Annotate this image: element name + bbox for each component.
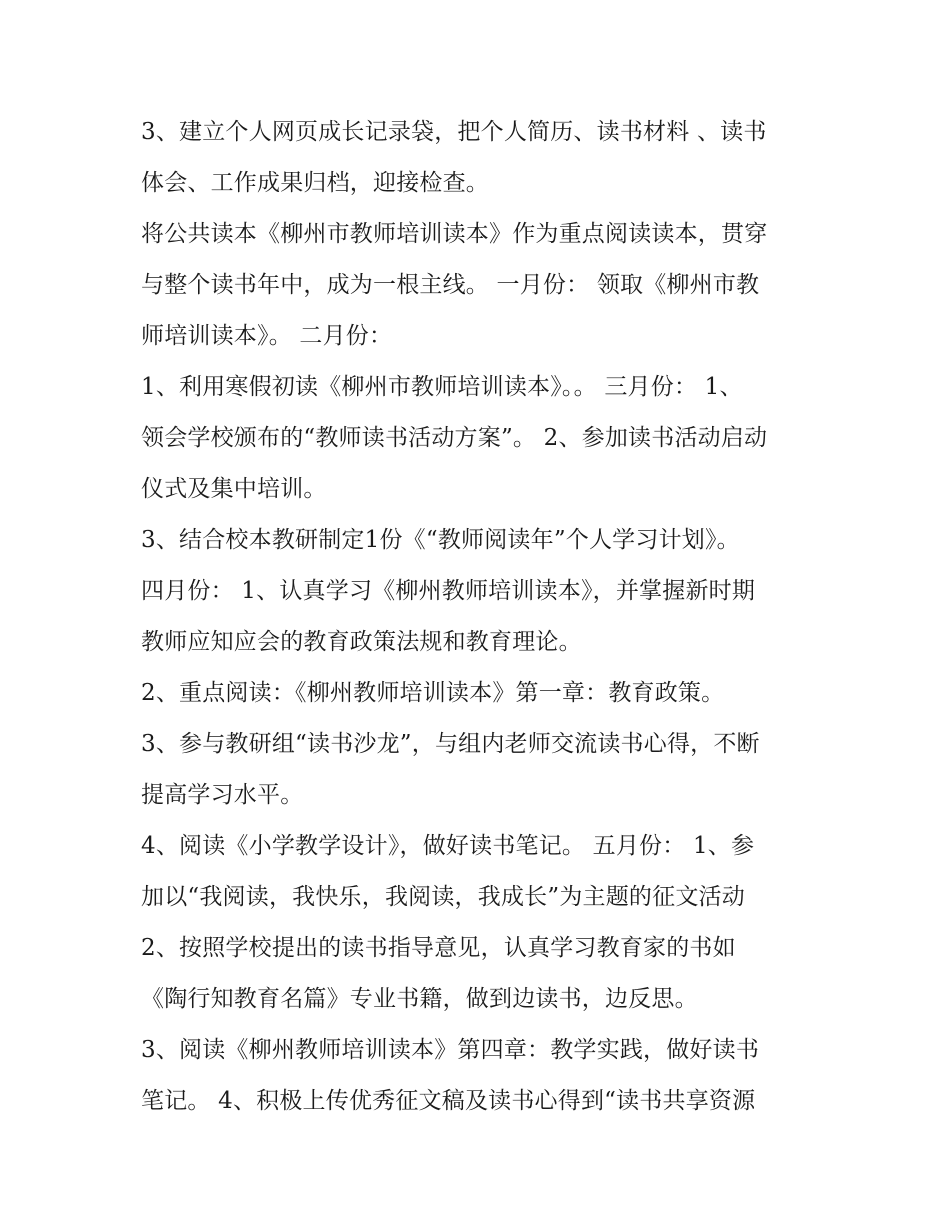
document-body xyxy=(141,107,821,1127)
text-line: 体会、工作成果归档，迎接检查。 xyxy=(141,170,489,196)
text-line: 将公共读本《柳州市教师培训读本》作为重点阅读读本，贯穿 xyxy=(141,221,768,247)
text-line: 1、利用寒假初读《柳州市教师培训读本》。。 三月份： 1、 xyxy=(141,374,743,400)
text-line: 3、结合校本教研制定1份《“教师阅读年”个人学习计划》。 xyxy=(141,527,740,553)
text-line: 笔记。 4、积极上传优秀征文稿及读书心得到“读书共享资源 xyxy=(141,1088,756,1114)
text-line: 3、阅读《柳州教师培训读本》第四章：教学实践，做好读书 xyxy=(141,1037,760,1063)
text-line: 2、按照学校提出的读书指导意见，认真学习教育家的书如 xyxy=(141,935,736,961)
text-line: 四月份： 1、认真学习《柳州教师培训读本》，并掌握新时期 xyxy=(141,578,756,604)
text-line: 加以“我阅读，我快乐，我阅读，我成长”为主题的征文活动 xyxy=(141,884,745,910)
text-line: 《陶行知教育名篇》专业书籍，做到边读书，边反思。 xyxy=(141,986,698,1012)
text-line: 仪式及集中培训。 xyxy=(141,476,327,502)
text-line: 提高学习水平。 xyxy=(141,782,304,808)
text-line: 与整个读书年中，成为一根主线。 一月份： 领取《柳州市教 xyxy=(141,272,760,298)
text-line: 师培训读本》。 二月份： xyxy=(141,323,393,349)
text-line: 4、阅读《小学教学设计》，做好读书笔记。 五月份： 1、参 xyxy=(141,833,755,859)
text-line: 3、建立个人网页成长记录袋，把个人简历、读书材料 、读书 xyxy=(141,119,767,145)
text-line: 教师应知应会的教育政策法规和教育理论。 xyxy=(141,629,582,655)
text-line: 领会学校颁布的“教师读书活动方案”。 2、参加读书活动启动 xyxy=(141,425,768,451)
text-line: 2、重点阅读：《柳州教师培训读本》第一章：教育政策。 xyxy=(141,680,725,706)
text-line: 3、参与教研组“读书沙龙”，与组内老师交流读书心得，不断 xyxy=(141,731,760,757)
